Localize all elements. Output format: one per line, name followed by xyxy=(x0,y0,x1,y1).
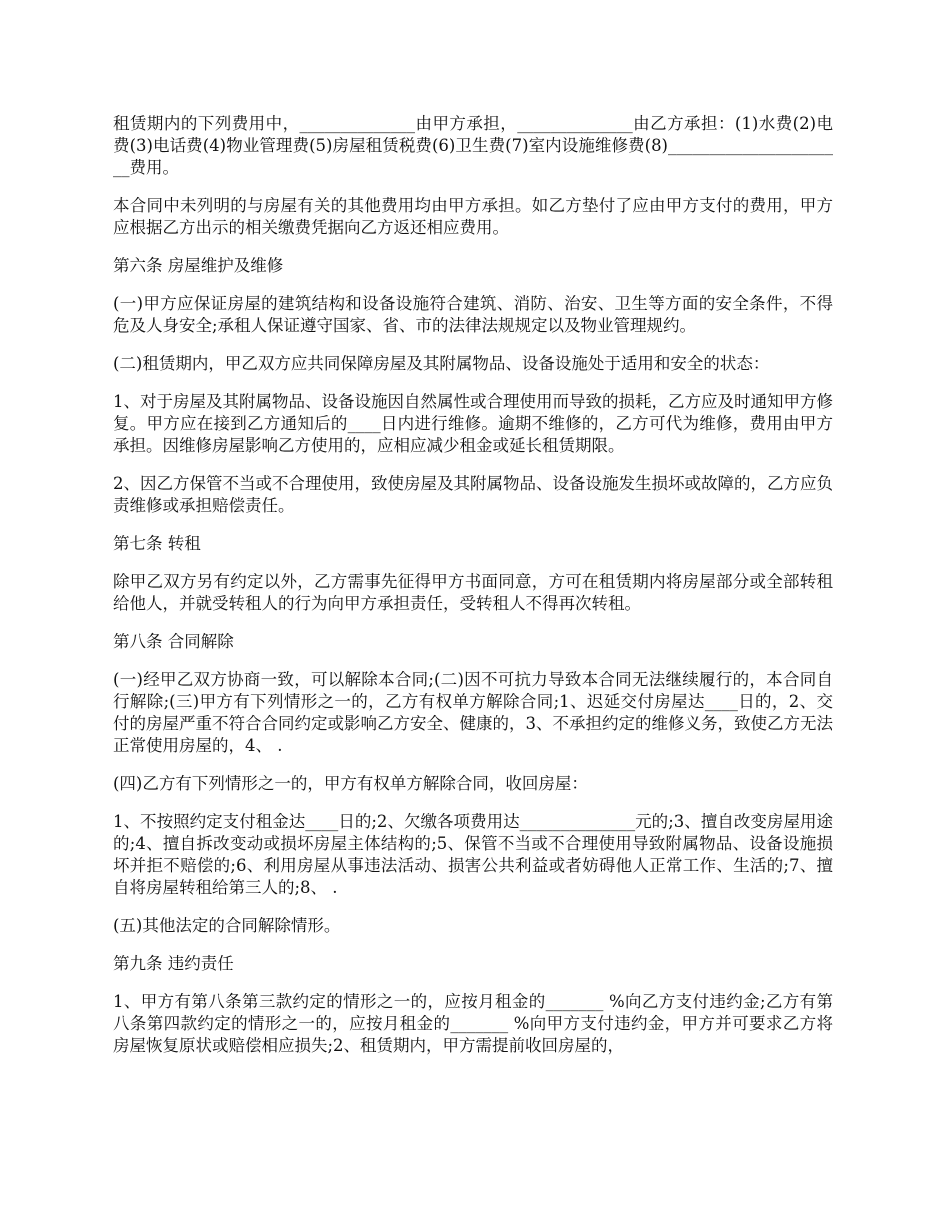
article-9-body: 1、甲方有第八条第三款约定的情形之一的，应按月租金的_______ %向乙方支付违约金;乙方有第八条第四款约定的情形之一的，应按月租金的_______ %向甲方支付违约金，甲方并可要求乙方将房屋恢复原状或赔偿相应损失;2、租赁期内，甲方需提前收回房屋的， xyxy=(113,992,833,1055)
article-8-heading: 第八条 合同解除 xyxy=(113,632,234,651)
article-6-clause-1: (一)甲方应保证房屋的建筑结构和设备设施符合建筑、消防、治安、卫生等方面的安全条件，不得危及人身安全;承租人保证遵守国家、省、市的法律法规规定以及物业管理规约。 xyxy=(113,294,833,335)
article-7-body: 除甲乙双方另有约定以外，乙方需事先征得甲方书面同意，方可在租赁期内将房屋部分或全部转租给他人，并就受转租人的行为向甲方承担责任，受转租人不得再次转租。 xyxy=(113,572,833,613)
article-8-clause-1-3: (一)经甲乙双方协商一致，可以解除本合同;(二)因不可抗力导致本合同无法继续履行的，本合同自行解除;(三)甲方有下列情形之一的，乙方有权单方解除合同;1、迟延交付房屋达____日的，2、交付的房屋严重不符合合同约定或影响乙方安全、健康的，3、不承担约定的维修义务，致使乙方无法正常使用房屋的，4、 . xyxy=(113,670,833,755)
article-9-heading: 第九条 违约责任 xyxy=(113,954,234,973)
article-8-clause-4-items: 1、不按照约定支付租金达____日的;2、欠缴各项费用达______________元的;3、擅自改变房屋用途的;4、擅自拆改变动或损坏房屋主体结构的;5、保管不当或不合理使用导致附属物品、设备设施损坏并拒不赔偿的;6、利用房屋从事违法活动、损害公共利益或者妨碍他人正常工作、生活的;7、擅自将房屋转租给第三人的;8、 . xyxy=(113,812,833,897)
document-page xyxy=(113,113,833,1073)
expense-allocation-paragraph: 租赁期内的下列费用中，______________由甲方承担，______________由乙方承担：(1)水费(2)电费(3)电话费(4)物业管理费(5)房屋租赁税费(6)卫生费(7)室内设施维修费(8)______________________费用。 xyxy=(113,114,833,177)
article-6-heading: 第六条 房屋维护及维修 xyxy=(113,256,284,275)
article-8-clause-5: (五)其他法定的合同解除情形。 xyxy=(113,916,341,935)
article-6-clause-2: (二)租赁期内，甲乙双方应共同保障房屋及其附属物品、设备设施处于适用和安全的状态： xyxy=(113,354,770,373)
unlisted-expenses-paragraph: 本合同中未列明的与房屋有关的其他费用均由甲方承担。如乙方垫付了应由甲方支付的费用，甲方应根据乙方出示的相关缴费凭据向乙方返还相应费用。 xyxy=(113,196,833,237)
article-6-item-1: 1、对于房屋及其附属物品、设备设施因自然属性或合理使用而导致的损耗，乙方应及时通知甲方修复。甲方应在接到乙方通知后的____日内进行维修。逾期不维修的，乙方可代为维修，费用由甲方承担。因维修房屋影响乙方使用的，应相应减少租金或延长租赁期限。 xyxy=(113,392,833,455)
article-6-item-2: 2、因乙方保管不当或不合理使用，致使房屋及其附属物品、设备设施发生损坏或故障的，乙方应负责维修或承担赔偿责任。 xyxy=(113,474,833,515)
article-8-clause-4: (四)乙方有下列情形之一的，甲方有权单方解除合同，收回房屋： xyxy=(113,774,588,793)
article-7-heading: 第七条 转租 xyxy=(113,534,201,553)
